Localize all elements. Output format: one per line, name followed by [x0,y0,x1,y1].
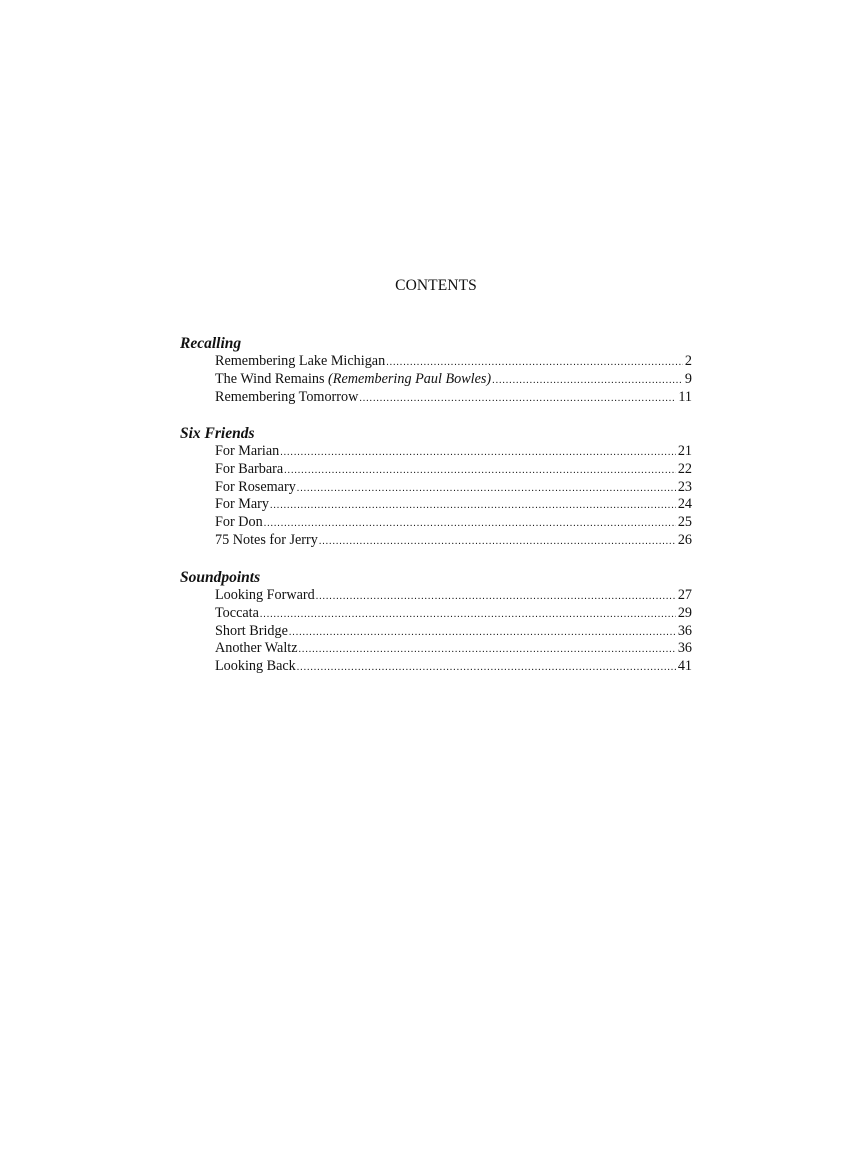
entry-title: For Don [215,514,263,531]
entry-page-number: 11 [678,388,692,405]
entry-page-number: 27 [677,587,692,603]
toc-section-soundpoints [180,569,692,676]
toc-section-six-friends [180,425,692,550]
dot-leader [284,462,676,480]
dot-leader [492,372,683,390]
dot-leader [297,659,676,677]
dot-leader [316,588,676,606]
entry-title: Short Bridge [215,622,288,639]
entry-page-number: 21 [677,443,692,459]
dot-leader [359,390,676,408]
entry-page-number: 26 [677,531,692,548]
toc-entry[interactable] [215,587,692,605]
toc-entry[interactable] [215,514,692,532]
entry-title: 75 Notes for Jerry [215,531,318,548]
toc-section-recalling [180,335,692,406]
dot-leader [386,354,683,372]
entry-title-wrap [215,371,491,389]
dot-leader [270,497,676,515]
toc-entry[interactable] [215,353,692,371]
entry-title: The Wind Remains [215,370,325,387]
toc-entry[interactable] [215,443,692,461]
entry-page-number: 36 [677,622,692,639]
dot-leader [297,480,676,498]
entry-title: Another Waltz [215,640,298,657]
entry-subtitle: (Remembering Paul Bowles) [328,370,492,387]
entry-page-number: 23 [677,478,692,495]
entry-title: Looking Forward [215,587,315,603]
toc-entry[interactable] [215,623,692,641]
toc-entry[interactable] [215,496,692,514]
toc-entry[interactable] [215,389,692,407]
entry-page-number: 24 [677,496,692,513]
entry-page-number: 25 [677,514,692,531]
toc-entry[interactable] [215,532,692,550]
entry-title: Toccata [215,604,259,621]
entry-title: Remembering Lake Michigan [215,353,386,369]
entry-title: Looking Back [215,658,296,675]
dot-leader [299,641,676,659]
dot-leader [260,606,676,624]
toc-entry[interactable] [215,658,692,676]
toc-entry[interactable] [215,605,692,623]
toc-entry[interactable] [215,371,692,389]
toc-entry[interactable] [215,479,692,497]
toc-entry[interactable] [215,461,692,479]
page-title: CONTENTS [395,277,477,294]
entry-page-number: 36 [677,640,692,657]
dot-leader [264,515,676,533]
section-heading: Recalling [180,335,242,352]
dot-leader [289,624,676,642]
entry-title: For Rosemary [215,478,296,495]
entry-title: For Mary [215,496,269,513]
dot-leader [280,444,676,462]
dot-leader [319,533,676,551]
entry-page-number: 41 [677,658,692,675]
section-heading: Six Friends [180,425,255,442]
entry-page-number: 9 [684,370,692,387]
toc-entry[interactable] [215,640,692,658]
entry-title: For Marian [215,443,280,459]
entry-title: Remembering Tomorrow [215,388,359,405]
section-heading: Soundpoints [180,569,261,586]
entry-page-number: 2 [684,353,692,369]
entry-page-number: 29 [677,604,692,621]
entry-title: For Barbara [215,460,284,477]
entry-page-number: 22 [677,460,692,477]
